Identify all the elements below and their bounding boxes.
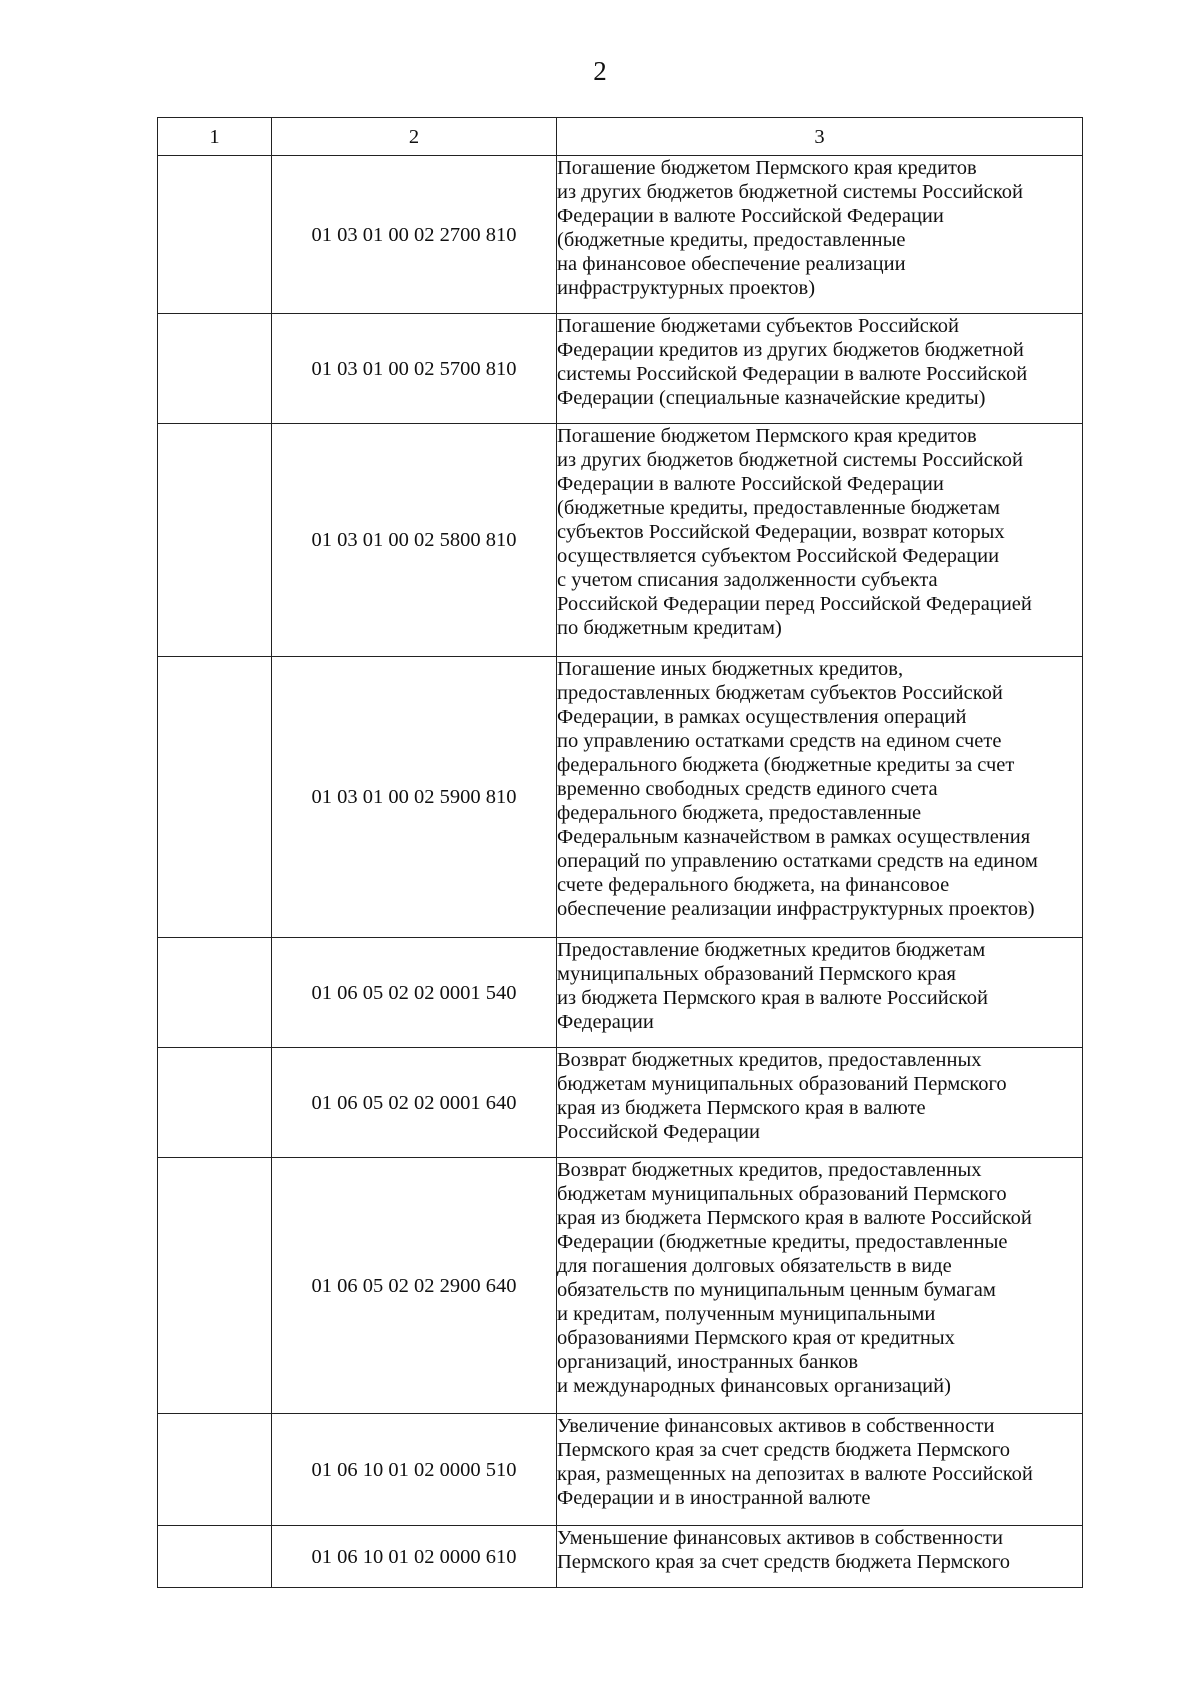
- column-header-3: 3: [557, 118, 1083, 156]
- budget-classification-code: 01 06 05 02 02 0001 540: [272, 938, 557, 1048]
- row-empty-cell: [158, 424, 272, 657]
- table-row: [158, 657, 1083, 938]
- code-description: Уменьшение финансовых активов в собственности Пермского края за счет средств бюджета Пермского: [557, 1526, 1083, 1588]
- budget-classification-code: 01 03 01 00 02 2700 810: [272, 156, 557, 314]
- row-empty-cell: [158, 1414, 272, 1526]
- row-empty-cell: [158, 1158, 272, 1414]
- budget-classification-code: 01 03 01 00 02 5700 810: [272, 314, 557, 424]
- table-header-row: [158, 118, 1083, 156]
- table-row: [158, 1158, 1083, 1414]
- table-row: [158, 156, 1083, 314]
- row-empty-cell: [158, 1048, 272, 1158]
- budget-classification-code: 01 03 01 00 02 5900 810: [272, 657, 557, 938]
- budget-classification-code: 01 06 10 01 02 0000 610: [272, 1526, 557, 1588]
- row-empty-cell: [158, 156, 272, 314]
- budget-classification-code: 01 03 01 00 02 5800 810: [272, 424, 557, 657]
- row-empty-cell: [158, 1526, 272, 1588]
- budget-classification-code: 01 06 10 01 02 0000 510: [272, 1414, 557, 1526]
- budget-classification-code: 01 06 05 02 02 0001 640: [272, 1048, 557, 1158]
- code-description: Погашение бюджетами субъектов Российской Федерации кредитов из других бюджетов бюджетной системы Российской Федерации в валюте Российской Федерации (специальные казначейские кредиты): [557, 314, 1083, 424]
- table-row: [158, 938, 1083, 1048]
- code-description: Возврат бюджетных кредитов, предоставленных бюджетам муниципальных образований Пермского края из бюджета Пермского края в валюте Российской Федерации (бюджетные кредиты, предоставленные для погашения долговых обязательств в виде обязательств по муниципальным ценным бумагам и кредитам, полученным муниципальными образованиями Пермского края от кредитных организаций, иностранных банков и международных финансовых организаций): [557, 1158, 1083, 1414]
- row-empty-cell: [158, 314, 272, 424]
- code-description: Погашение иных бюджетных кредитов, предоставленных бюджетам субъектов Российской Федерации, в рамках осуществления операций по управлению остатками средств на едином счете федерального бюджета (бюджетные кредиты за счет временно свободных средств единого счета федерального бюджета, предоставленные Федеральным казначейством в рамках осуществления операций по управлению остатками средств на едином счете федерального бюджета, на финансовое обеспечение реализации инфраструктурных проектов): [557, 657, 1083, 938]
- page-number: 2: [593, 56, 607, 86]
- table-row: [158, 314, 1083, 424]
- budget-classification-code: 01 06 05 02 02 2900 640: [272, 1158, 557, 1414]
- code-description: Увеличение финансовых активов в собственности Пермского края за счет средств бюджета Пермского края, размещенных на депозитах в валюте Российской Федерации и в иностранной валюте: [557, 1414, 1083, 1526]
- row-empty-cell: [158, 938, 272, 1048]
- code-description: Погашение бюджетом Пермского края кредитов из других бюджетов бюджетной системы Российской Федерации в валюте Российской Федерации (бюджетные кредиты, предоставленные бюджетам субъектов Российской Федерации, возврат которых осуществляется субъектом Российской Федерации с учетом списания задолженности субъекта Российской Федерации перед Российской Федерацией по бюджетным кредитам): [557, 424, 1083, 657]
- table-row: [158, 1526, 1083, 1588]
- table-row: [158, 1414, 1083, 1526]
- code-description: Предоставление бюджетных кредитов бюджетам муниципальных образований Пермского края из бюджета Пермского края в валюте Российской Федерации: [557, 938, 1083, 1048]
- table-row: [158, 424, 1083, 657]
- code-description: Погашение бюджетом Пермского края кредитов из других бюджетов бюджетной системы Российской Федерации в валюте Российской Федерации (бюджетные кредиты, предоставленные на финансовое обеспечение реализации инфраструктурных проектов): [557, 156, 1083, 314]
- budget-codes-table: [157, 117, 1083, 1588]
- code-description: Возврат бюджетных кредитов, предоставленных бюджетам муниципальных образований Пермского края из бюджета Пермского края в валюте Российской Федерации: [557, 1048, 1083, 1158]
- column-header-1: 1: [158, 118, 272, 156]
- column-header-2: 2: [272, 118, 557, 156]
- table-row: [158, 1048, 1083, 1158]
- row-empty-cell: [158, 657, 272, 938]
